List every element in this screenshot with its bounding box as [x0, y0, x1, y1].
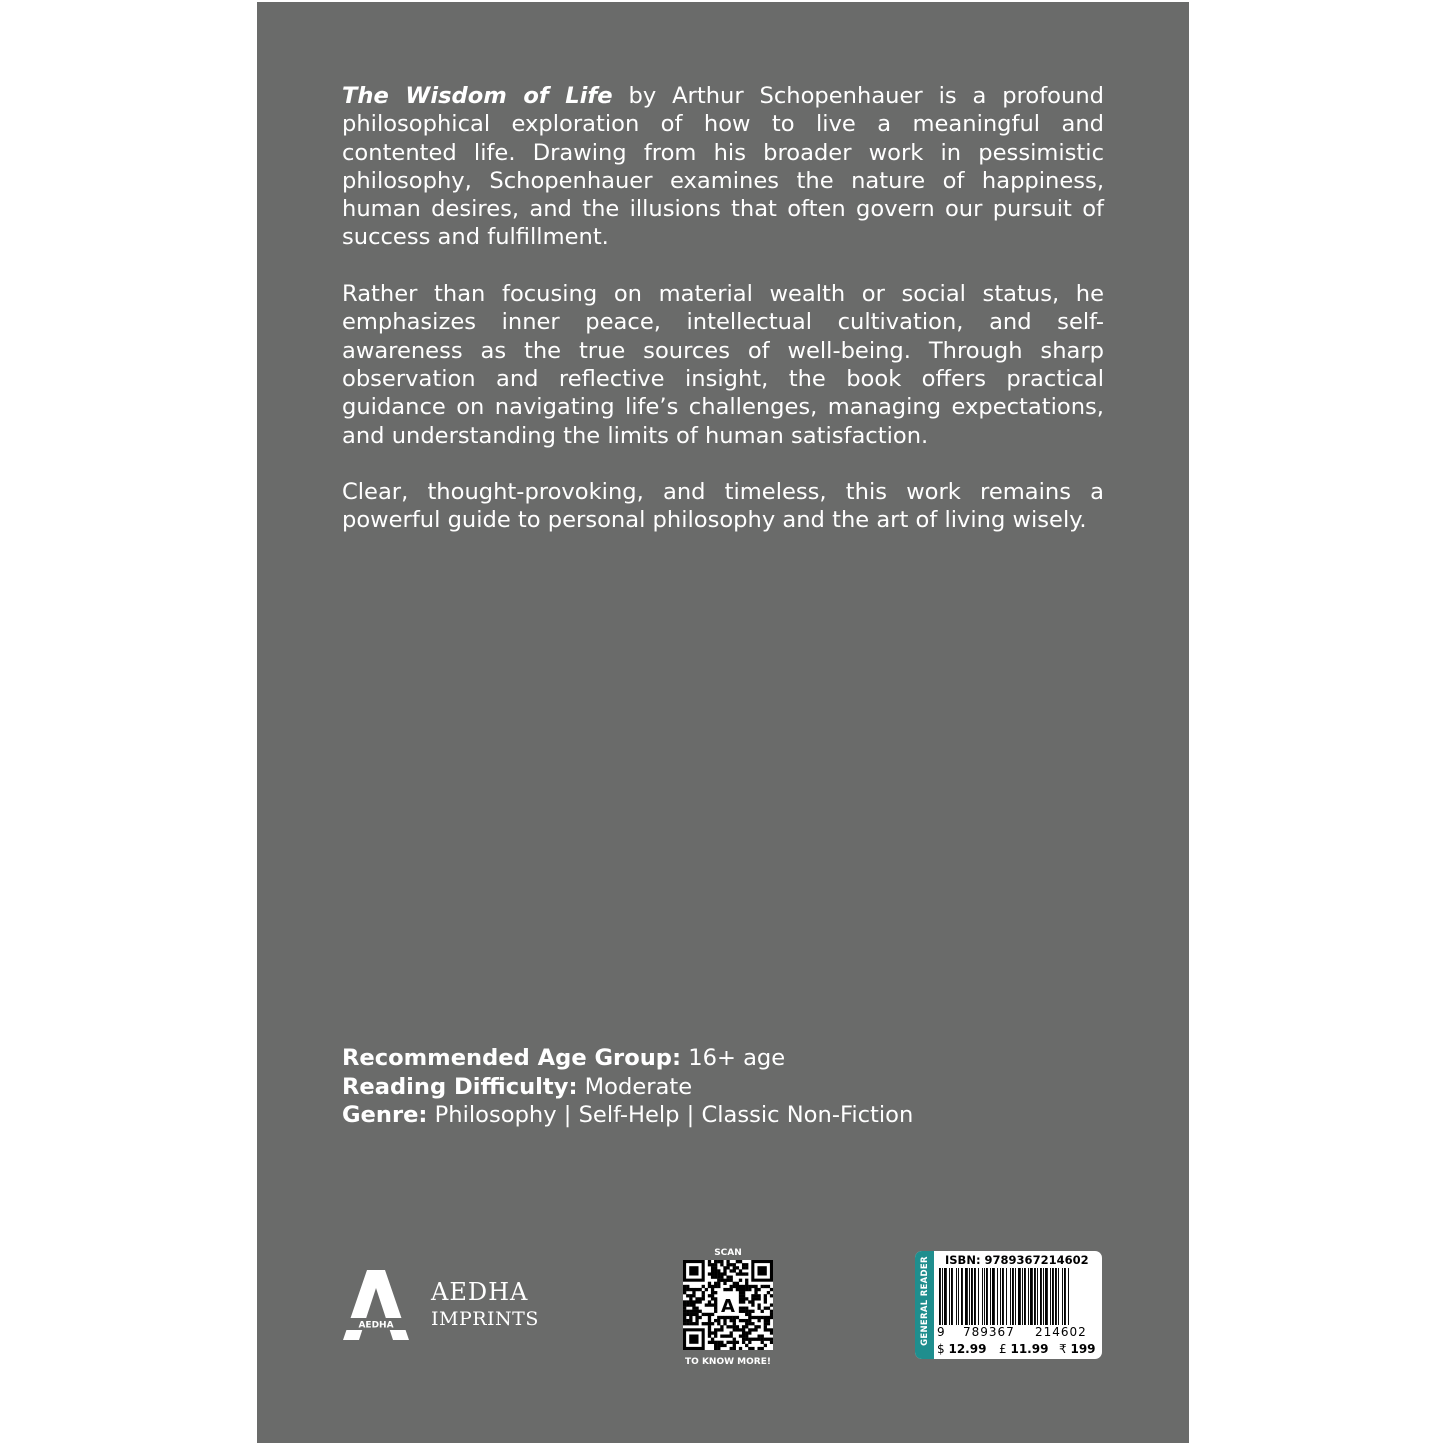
- qr-center-logo: A: [721, 1296, 735, 1317]
- back-cover: [257, 2, 1189, 1443]
- usd-symbol: $: [937, 1342, 945, 1356]
- genre-row: [342, 1101, 913, 1130]
- usd-value: 12.99: [948, 1342, 987, 1356]
- barcode-digit-group-2: 214602: [1035, 1325, 1087, 1339]
- category-text: GENERAL READER: [920, 1256, 930, 1346]
- price-inr: [1059, 1342, 1096, 1356]
- logo-small-text: AEDHA: [358, 1320, 394, 1331]
- qr-top-caption: SCAN: [714, 1248, 742, 1258]
- barcode-digit-first: 9: [937, 1325, 945, 1339]
- inr-value: 199: [1070, 1342, 1096, 1356]
- book-details: [342, 1044, 913, 1130]
- gbp-value: 11.99: [1010, 1342, 1049, 1356]
- aedha-logo-icon: [343, 1268, 409, 1340]
- age-group-row: [342, 1044, 913, 1073]
- description-text-1: by Arthur Schopenhauer is a profound philosophical exploration of how to live a meaningful and contented life. Drawing from his broader work in pessimistic philosophy, Schopenhauer examines the nature of happiness, human desires, and the illusions that often govern our pursuit of success and fulfillment.: [342, 83, 1104, 251]
- gbp-symbol: £: [999, 1342, 1007, 1356]
- genre-label: Genre:: [342, 1102, 428, 1128]
- category-strip: [915, 1251, 934, 1359]
- book-description: [342, 82, 1104, 563]
- difficulty-value: Moderate: [577, 1073, 693, 1100]
- inr-symbol: ₹: [1059, 1342, 1067, 1356]
- isbn-number: ISBN: 9789367214602: [945, 1253, 1089, 1267]
- price-usd: [937, 1342, 986, 1356]
- barcode-digit-group-1: 789367: [963, 1325, 1015, 1339]
- age-group-value: 16+ age: [681, 1045, 786, 1071]
- barcode-icon: [939, 1268, 1097, 1325]
- qr-code-block: [678, 1247, 778, 1368]
- price-gbp: [999, 1342, 1048, 1356]
- age-group-label: Recommended Age Group:: [342, 1045, 682, 1071]
- book-title: The Wisdom of Life: [342, 83, 613, 109]
- publisher-logo: [343, 1268, 543, 1340]
- description-paragraph-2: Rather than focusing on material wealth or social status, he emphasizes inner peace, intellectual cultivation, and self-awareness as the true sources of well-being. Through sharp observation and reflective insight, the book offers practical guidance on navigating life’s challenges, managing expectations, and understanding the limits of human satisfaction.: [342, 281, 1104, 449]
- description-paragraph-1: [342, 82, 1104, 252]
- difficulty-label: Reading Difficulty:: [342, 1073, 578, 1100]
- publisher-name: AEDHA: [431, 1278, 529, 1306]
- difficulty-row: [342, 1073, 913, 1102]
- description-paragraph-3: Clear, thought-provoking, and timeless, this work remains a powerful guide to personal philosophy and the art of living wisely.: [342, 479, 1104, 534]
- barcode-label: [915, 1251, 1102, 1359]
- qr-code-icon[interactable]: [683, 1260, 773, 1350]
- publisher-imprint: IMPRINTS: [431, 1308, 539, 1330]
- qr-bottom-caption: TO KNOW MORE!: [685, 1357, 771, 1367]
- genre-value: Philosophy | Self-Help | Classic Non-Fiction: [427, 1102, 914, 1128]
